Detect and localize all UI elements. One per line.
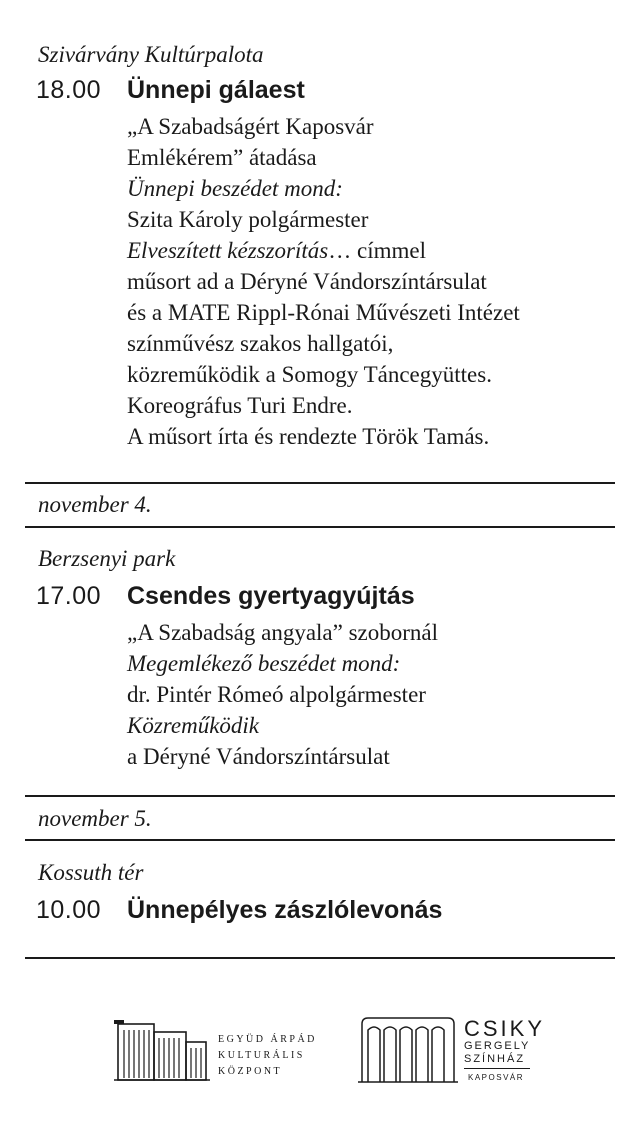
logo-line: KULTURÁLIS [218,1050,305,1061]
divider [25,839,615,841]
date-heading: november 5. [38,806,152,831]
event-detail-line: Koreográfus Turi Endre. [127,393,353,418]
divider [25,526,615,528]
event-detail-line: műsort ad a Déryné Vándorszíntársulat [127,269,487,294]
venue-title: Kossuth tér [38,860,144,885]
event-detail-line: Emlékérem” átadása [127,145,317,170]
csiky-theatre-logo [358,1014,458,1084]
program-title: Elveszített kézszorítás [127,238,329,263]
divider [25,482,615,484]
event-detail-line: Közreműködik [127,713,260,738]
event-detail-line: dr. Pintér Rómeó alpolgármester [127,682,426,707]
divider [25,957,615,959]
event-detail-line [127,238,426,264]
program-title-suffix: … címmel [328,238,426,263]
event-detail-line: és a MATE Rippl-Rónai Művészeti Intézet [127,300,520,325]
egyud-arpad-logo-text [218,1032,317,1080]
logo-line: EGYÜD ÁRPÁD [218,1034,317,1045]
event-time: 10.00 [36,896,102,924]
event-detail-line: „A Szabadság angyala” szobornál [127,620,439,645]
logo-line: SZÍNHÁZ [464,1053,526,1065]
event-time: 18.00 [36,76,102,104]
logo-line: KÖZPONT [218,1066,283,1077]
theatre-facade-icon [358,1014,458,1084]
logo-divider [464,1068,530,1069]
venue-title: Berzsenyi park [38,546,176,571]
egyud-arpad-logo [112,1016,212,1082]
logo-line: CSIKY [464,1016,546,1041]
event-detail-line: „A Szabadságért Kaposvár [127,114,374,139]
event-detail-line: a Déryné Vándorszíntársulat [127,744,390,769]
event-title: Ünnepi gálaest [127,76,305,104]
venue-title: Szivárvány Kultúrpalota [38,42,264,67]
event-time: 17.00 [36,582,102,610]
building-icon [112,1016,212,1082]
logo-line: KAPOSVÁR [468,1073,525,1082]
event-detail-line: színművész szakos hallgatói, [127,331,394,356]
event-detail-line: Ünnepi beszédet mond: [127,176,343,201]
event-title: Ünnepélyes zászlólevonás [127,896,443,924]
event-title: Csendes gyertyagyújtás [127,582,415,610]
divider [25,795,615,797]
event-detail-line: Szita Károly polgármester [127,207,369,232]
logo-line: GERGELY [464,1040,531,1052]
event-detail-line: közreműködik a Somogy Táncegyüttes. [127,362,492,387]
event-detail-line: Megemlékező beszédet mond: [127,651,401,676]
event-detail-line: A műsort írta és rendezte Török Tamás. [127,424,490,449]
date-heading: november 4. [38,492,152,517]
